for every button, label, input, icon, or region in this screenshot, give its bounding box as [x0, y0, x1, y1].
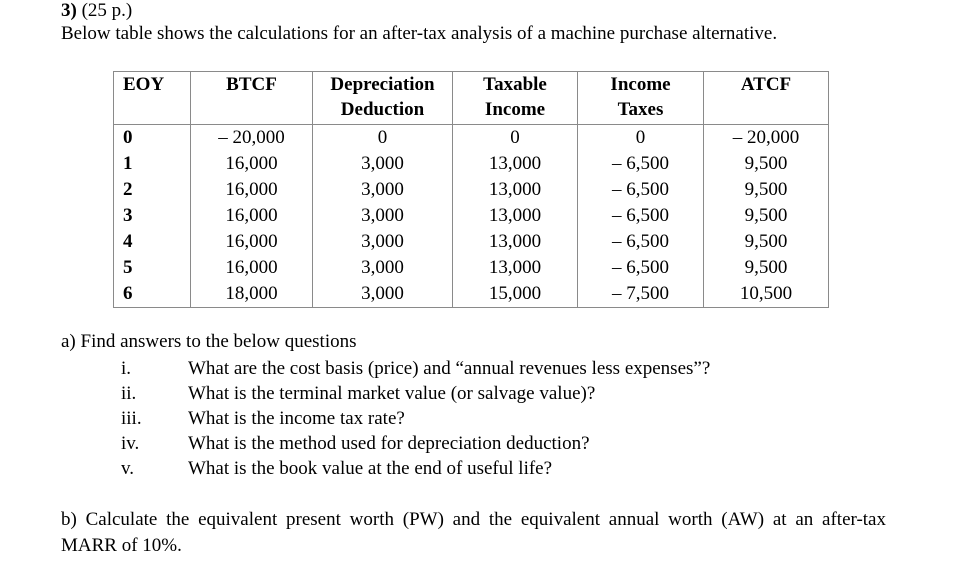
question-text: What is the terminal market value (or salvage value)? — [188, 383, 596, 404]
after-tax-table — [113, 71, 829, 308]
cell-eoy: 2 — [114, 177, 191, 203]
cell-depreciation: 3,000 — [313, 229, 453, 255]
header-atcf: ATCF — [704, 72, 829, 125]
part-b-text: b) Calculate the equivalent present worth (PW) and the equivalent annual worth (AW) at an after-tax MARR of 10%. — [61, 509, 886, 556]
cell-eoy: 4 — [114, 229, 191, 255]
header-btcf: BTCF — [191, 72, 313, 125]
problem-heading — [61, 0, 132, 22]
cell-taxable-income: 13,000 — [453, 177, 578, 203]
table-row — [114, 203, 829, 229]
cell-depreciation: 3,000 — [313, 255, 453, 281]
cell-income-taxes: – 6,500 — [578, 151, 704, 177]
question-numeral: v. — [121, 458, 135, 479]
cell-btcf: 16,000 — [191, 203, 313, 229]
header-eoy: EOY — [114, 72, 191, 125]
cell-atcf: 9,500 — [704, 203, 829, 229]
problem-number: 3) — [61, 0, 77, 21]
header-income-taxes — [578, 72, 704, 125]
header-depreciation — [313, 72, 453, 125]
cell-btcf: 16,000 — [191, 255, 313, 281]
cell-eoy: 1 — [114, 151, 191, 177]
cell-taxable-income: 13,000 — [453, 255, 578, 281]
table-row — [114, 281, 829, 308]
cell-income-taxes: – 7,500 — [578, 281, 704, 308]
cell-taxable-income: 13,000 — [453, 151, 578, 177]
cell-depreciation: 3,000 — [313, 151, 453, 177]
table-header-row — [114, 72, 829, 125]
cell-atcf: 10,500 — [704, 281, 829, 308]
cell-eoy: 0 — [114, 125, 191, 152]
question-numeral: iv. — [121, 433, 140, 454]
cell-eoy: 3 — [114, 203, 191, 229]
question-text: What is the method used for depreciation deduction? — [188, 433, 590, 454]
question-text: What is the income tax rate? — [188, 408, 405, 429]
question-text: What is the book value at the end of useful life? — [188, 458, 553, 479]
part-a-intro: a) Find answers to the below questions — [61, 331, 357, 352]
header-taxable-line1: Taxable — [483, 74, 547, 95]
header-taxes-line1: Income — [610, 74, 671, 95]
cell-taxable-income: 13,000 — [453, 229, 578, 255]
cell-depreciation: 3,000 — [313, 177, 453, 203]
cell-eoy: 6 — [114, 281, 191, 308]
cell-atcf: 9,500 — [704, 151, 829, 177]
cell-depreciation: 3,000 — [313, 203, 453, 229]
table-row — [114, 125, 829, 152]
cell-btcf: 18,000 — [191, 281, 313, 308]
cell-depreciation: 3,000 — [313, 281, 453, 308]
cell-atcf: 9,500 — [704, 255, 829, 281]
header-taxable-line2: Income — [484, 99, 546, 120]
cell-btcf: 16,000 — [191, 177, 313, 203]
cell-income-taxes: – 6,500 — [578, 255, 704, 281]
cell-btcf: – 20,000 — [191, 125, 313, 152]
table-row — [114, 255, 829, 281]
question-numeral: i. — [121, 358, 132, 379]
cell-income-taxes: – 6,500 — [578, 229, 704, 255]
cell-depreciation: 0 — [313, 125, 453, 152]
question-numeral: iii. — [121, 408, 142, 429]
problem-intro: Below table shows the calculations for an after-tax analysis of a machine purchase alternative. — [61, 23, 778, 44]
cell-btcf: 16,000 — [191, 151, 313, 177]
cell-btcf: 16,000 — [191, 229, 313, 255]
table-row — [114, 177, 829, 203]
question-numeral: ii. — [121, 383, 137, 404]
cell-taxable-income: 15,000 — [453, 281, 578, 308]
cell-atcf: 9,500 — [704, 177, 829, 203]
cell-taxable-income: 13,000 — [453, 203, 578, 229]
problem-points: (25 p.) — [81, 0, 133, 21]
table-row — [114, 151, 829, 177]
cell-income-taxes: – 6,500 — [578, 203, 704, 229]
header-taxes-line2: Taxes — [617, 99, 664, 120]
cell-income-taxes: 0 — [578, 125, 704, 152]
header-taxable-income — [453, 72, 578, 125]
header-depreciation-line1: Depreciation — [330, 74, 435, 95]
cell-atcf: 9,500 — [704, 229, 829, 255]
header-depreciation-line2: Deduction — [340, 99, 425, 120]
cell-income-taxes: – 6,500 — [578, 177, 704, 203]
table-row — [114, 229, 829, 255]
cell-atcf: – 20,000 — [704, 125, 829, 152]
question-text: What are the cost basis (price) and “annual revenues less expenses”? — [188, 358, 711, 379]
cell-eoy: 5 — [114, 255, 191, 281]
cell-taxable-income: 0 — [453, 125, 578, 152]
